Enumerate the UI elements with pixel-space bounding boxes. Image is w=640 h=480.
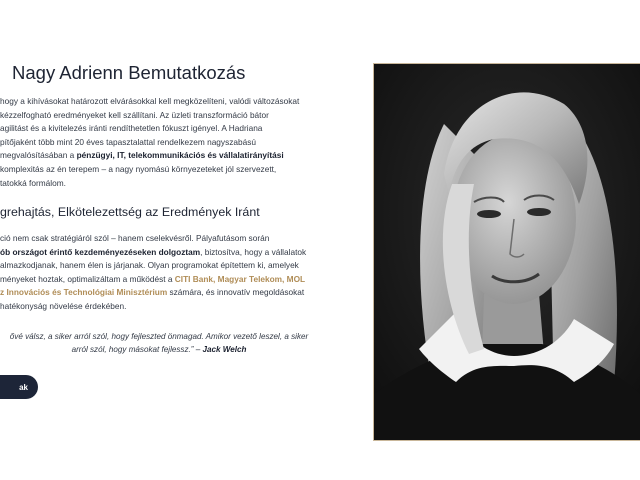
intro-line — [0, 109, 318, 123]
intro-line — [0, 95, 318, 109]
quote-line-2-text: arról szól, hogy másokat fejlessz.” – — [71, 345, 203, 355]
quote-line-2 — [0, 343, 318, 356]
leadership-paragraph — [0, 232, 318, 314]
leadership-line — [0, 232, 318, 246]
paragraph-text: tatokká formálom. — [0, 177, 66, 188]
paragraph-text: hatékonyság növelése érdekében. — [0, 300, 127, 311]
leadership-line — [0, 273, 318, 287]
bold-text: pénzügyi, IT, telekommunikációs és vállalatirányítási — [76, 150, 284, 161]
paragraph-text: számára, és innovatív megoldásokat — [167, 287, 305, 298]
leadership-line — [0, 286, 318, 300]
page-title: Nagy Adrienn Bemutatkozás — [12, 62, 246, 83]
intro-line — [0, 177, 318, 191]
intro-line — [0, 163, 318, 177]
intro-paragraph — [0, 95, 318, 190]
intro-line — [0, 149, 318, 163]
leadership-line — [0, 259, 318, 273]
paragraph-text: ció nem csak stratégiáról szól – hanem cselekvésről. Pályafutásom során — [0, 233, 270, 243]
quote-block — [0, 330, 318, 357]
cta-button[interactable]: ak — [0, 375, 38, 399]
portrait-photo — [373, 63, 640, 441]
paragraph-text: almazkodjanak, hanem élen is járjanak. Olyan programokat építettem ki, amelyek — [0, 260, 299, 271]
quote-author: Jack Welch — [202, 345, 247, 355]
section-heading: grehajtás, Elkötelezettség az Eredmények Iránt — [0, 205, 260, 219]
intro-line — [0, 122, 318, 136]
paragraph-text: ményeket hoztak, optimalizáltam a működést a — [0, 273, 175, 284]
bold-text: ób országot érintő kezdeményezéseken dolgoztam — [0, 246, 201, 257]
paragraph-text: hogy a kihívásokat határozott elvárásokkal kell megközelíteni, valódi változásokat — [0, 96, 300, 106]
paragraph-text: komplexitás az én terepem – a nagy nyomású környezeteket jól szervezett, — [0, 163, 277, 174]
paragraph-text: megvalósításában a — [0, 150, 77, 161]
paragraph-text: , biztosítva, hogy a vállalatok — [200, 246, 307, 257]
leadership-line — [0, 300, 318, 314]
portrait-illustration — [374, 64, 640, 440]
paragraph-text: pítőjaként több mint 20 éves tapasztalattal rendelkezem nagyszabású — [0, 136, 256, 147]
leadership-line — [0, 246, 318, 260]
highlight-text: z Innovációs és Technológiai Minisztérium — [0, 287, 168, 298]
quote-line-1: ővé válsz, a siker arról szól, hogy fejleszted önmagad. Amikor vezető leszel, a siker — [9, 332, 309, 341]
highlight-text: CITI Bank, Magyar Telekom, MOL — [174, 273, 306, 284]
paragraph-text: kézzelfogható eredményeket kell szállítani. Az üzleti transzformáció bátor — [0, 109, 269, 120]
paragraph-text: agilitást és a kivitelezés iránti rendíthetetlen fókuszt igényel. A Hadriana — [0, 123, 263, 134]
intro-line — [0, 136, 318, 150]
